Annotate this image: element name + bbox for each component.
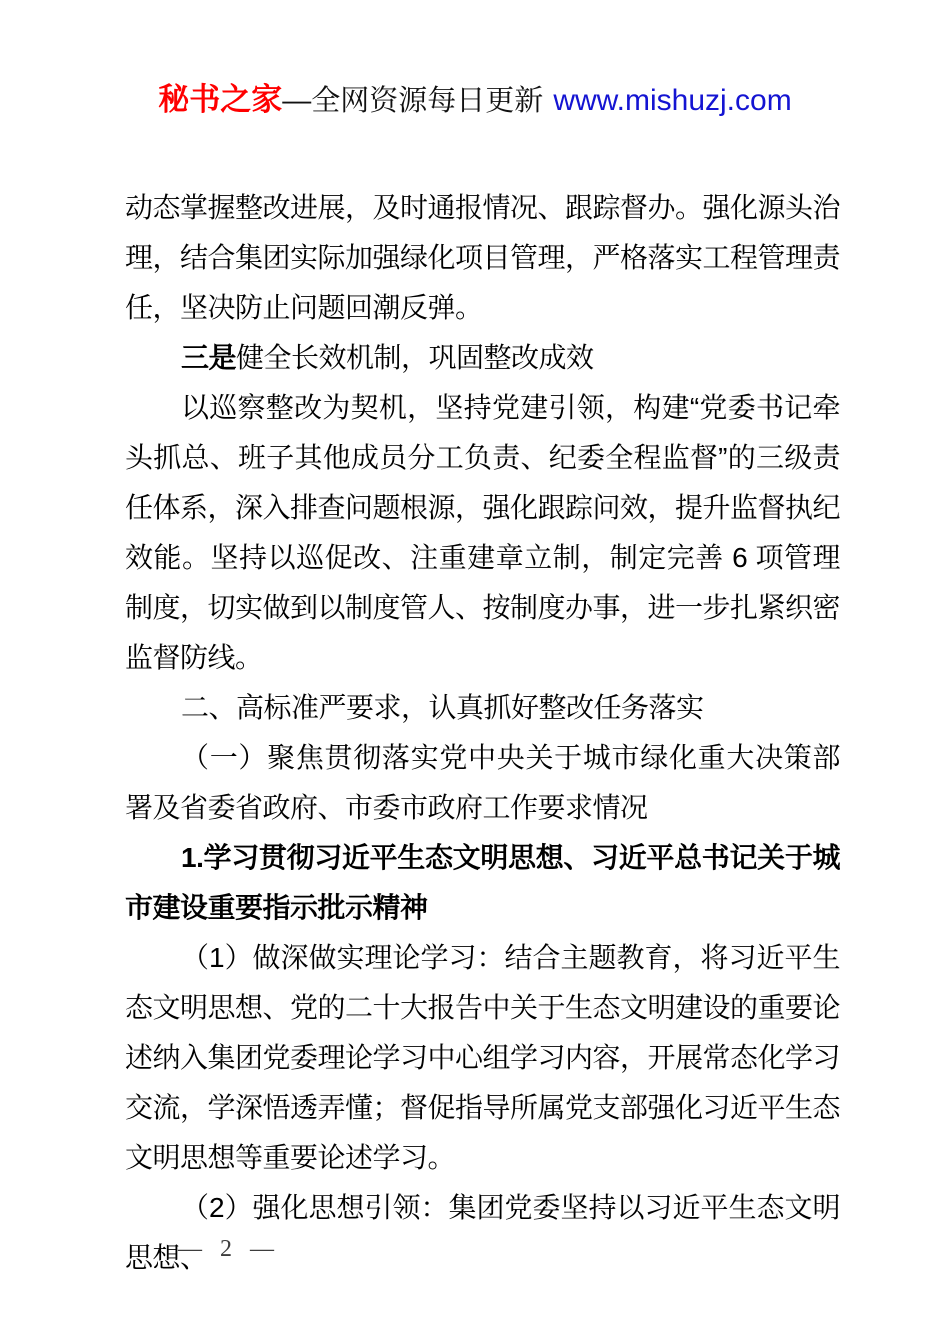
subsection-heading-one: （一）聚焦贯彻落实党中央关于城市绿化重大决策部署及省委省政府、市委市政府工作要求情况 [125, 742, 840, 823]
section-heading-two: 二、高标准严要求，认真抓好整改任务落实 [181, 692, 704, 723]
site-header [0, 80, 950, 121]
paragraph-third-point-heading [125, 333, 840, 383]
numbered-heading-1: 1.学习贯彻习近平生态文明思想、习近平总书记关于城市建设重要指示批示精神 [125, 842, 840, 923]
paragraph-theory-study: （1）做深做实理论学习：结合主题教育，将习近平生态文明思想、党的二十大报告中关于生态文明建设的重要论述纳入集团党委理论学习中心组学习内容，开展常态化学习交流，学深悟透弄懂；督促指导所属党支部强化习近平生态文明思想等重要论述学习。 [125, 942, 841, 1173]
paragraph-rectification-progress: 动态掌握整改进展，及时通报情况、跟踪督办。强化源头治理，结合集团实际加强绿化项目管理，严格落实工程管理责任，坚决防止问题回潮反弹。 [125, 192, 841, 323]
page-number: — 2 — [178, 1236, 275, 1262]
third-point-lead: 三是 [181, 342, 237, 373]
third-point-rest: 健全长效机制，巩固整改成效 [236, 342, 594, 373]
site-url-link[interactable]: www.mishuzj.com [553, 84, 792, 117]
site-name: 秘书之家 [158, 82, 283, 117]
paragraph-long-term-mechanism: 以巡察整改为契机，坚持党建引领，构建“党委书记牵头抓总、班子其他成员分工负责、纪委全程监督”的三级责任体系，深入排查问题根源，强化跟踪问效，提升监督执纪效能。坚持以巡促改、注重建章立制，制定完善 6 项管理制度，切实做到以制度管人、按制度办事，进一步扎紧织密监督防线。 [125, 392, 841, 673]
site-tagline: —全网资源每日更新 [282, 85, 544, 117]
document-text [125, 183, 840, 1283]
paragraph-ideological-guidance: （2）强化思想引领：集团党委坚持以习近平生态文明思想、 [125, 1192, 840, 1273]
